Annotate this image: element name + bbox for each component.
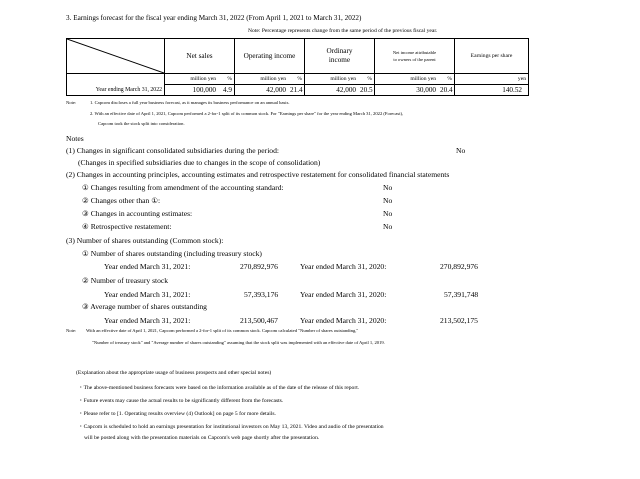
explanation-bullet-2: ・Future events may cause the actual results to be significantly different from the forecasts. <box>78 398 284 404</box>
value-net-income <box>375 85 455 96</box>
header-net-income <box>375 39 455 74</box>
table-note-1: 1. Capcom discloses a full year business forecast, as it manages its business performance on an annual basis. <box>90 100 290 105</box>
shares-outstanding-2020-label: Year ended March 31, 2020: <box>300 262 387 271</box>
table-header-row <box>67 39 529 74</box>
header-net-income-line2: to owners of the parent <box>393 57 436 62</box>
unit-pct: % <box>447 76 452 82</box>
average-shares-title: ③ Average number of shares outstanding <box>82 302 207 311</box>
value-ordinary-income <box>305 85 375 96</box>
treasury-stock-title: ② Number of treasury stock <box>82 276 169 285</box>
header-ordinary-income: Ordinary income <box>305 39 375 74</box>
accounting-change-4-value: No <box>383 222 393 231</box>
unit-label: million yen <box>260 76 286 82</box>
header-net-income-line1: Net income attributable <box>392 50 437 55</box>
value-pct: 20.4 <box>440 86 453 94</box>
units-net-income <box>375 74 455 85</box>
value-pct: 20.5 <box>360 86 373 94</box>
value: 42,000 <box>336 86 356 94</box>
value-pct: 21.4 <box>290 86 303 94</box>
shares-outstanding-title: ① Number of shares outstanding (including treasury stock) <box>82 249 262 258</box>
units-ordinary-income <box>305 74 375 85</box>
table-note-2: 2. With an effective date of April 1, 2021, Capcom performed a 2-for-1 split of its common stock. For "Earnings per share" for the year ending March 31, 2022 (Forecast), <box>90 111 404 116</box>
value: 30,000 <box>416 86 436 94</box>
notes-item-3: (3) Number of shares outstanding (Common stock): <box>66 236 224 245</box>
explanation-bullet-3: ・Please refer to [1. Operating results overview (4) Outlook] on page 5 for more details. <box>78 411 276 417</box>
treasury-stock-2020-label: Year ended March 31, 2020: <box>300 290 387 299</box>
average-shares-2020-label: Year ended March 31, 2020: <box>300 316 387 325</box>
units-empty-cell <box>67 74 165 85</box>
diagonal-header-cell <box>67 39 165 74</box>
shares-note-line2: "Number of treasury stock" and "Average number of shares outstanding" assuming that the stock split was implemented with an effective date of April 1, 2019. <box>92 340 385 345</box>
explanation-bullet-1: ・The above-mentioned business forecasts were based on the information available as of the date of the release of this report. <box>78 385 360 391</box>
average-shares-2021-label: Year ended March 31, 2021: <box>104 316 191 325</box>
header-operating-income: Operating income <box>235 39 305 74</box>
header-eps: Earnings per share <box>455 39 529 74</box>
unit-label: million yen <box>410 76 436 82</box>
accounting-change-1: ① Changes resulting from amendment of the accounting standard: <box>82 183 284 192</box>
explanation-bullet-4: ・Capcom is scheduled to hold an earnings presentation for institutional investors on May 13, 2021. Video and audio of the presentation <box>78 424 384 430</box>
explanation-bullet-4-cont: will be posted along with the presentation materials on Capcom's web page shortly after the presentation. <box>84 435 320 441</box>
table-note-label: Note: <box>66 100 77 105</box>
row-label: Year ending March 31, 2022 <box>67 85 165 96</box>
unit-pct: % <box>297 76 302 82</box>
value-pct: 4.9 <box>223 86 232 94</box>
shares-note-line1: With an effective date of April 1, 2021, Capcom performed a 2-for-1 split of its common stock. Capcom calculated "Number of shares outstanding," <box>86 328 359 333</box>
notes-item-1-value: No <box>456 146 466 155</box>
value-eps: 140.52 <box>455 85 529 96</box>
table-note-2-cont: Capcom took the stock split into consideration. <box>98 121 185 126</box>
units-operating-income <box>235 74 305 85</box>
treasury-stock-2021-label: Year ended March 31, 2021: <box>104 290 191 299</box>
average-shares-2020-value: 213,502,175 <box>440 316 478 325</box>
value-net-sales <box>165 85 235 96</box>
header-net-sales: Net sales <box>165 39 235 74</box>
section-title: 3. Earnings forecast for the fiscal year ending March 31, 2022 (From April 1, 2021 to March 31, 2022) <box>66 14 362 22</box>
units-net-sales <box>165 74 235 85</box>
shares-outstanding-2021-value: 270,892,976 <box>240 262 278 271</box>
percentage-note: Note: Percentage represents change from the same period of the previous fiscal year. <box>248 28 438 34</box>
treasury-stock-2020-value: 57,391,748 <box>444 290 479 299</box>
notes-item-1-sub: (Changes in specified subsidiaries due to changes in the scope of consolidation) <box>78 158 321 167</box>
table-row <box>67 85 529 96</box>
average-shares-2021-value: 213,500,467 <box>240 316 278 325</box>
explanation-heading: (Explanation about the appropriate usage of business prospects and other special notes) <box>76 370 272 376</box>
shares-outstanding-2020-value: 270,892,976 <box>440 262 478 271</box>
accounting-change-2-value: No <box>383 196 393 205</box>
accounting-change-3: ③ Changes in accounting estimates: <box>82 209 193 218</box>
accounting-change-1-value: No <box>383 183 393 192</box>
shares-outstanding-2021-label: Year ended March 31, 2021: <box>104 262 191 271</box>
value: 100,000 <box>192 86 216 94</box>
unit-label: million yen <box>330 76 356 82</box>
earnings-forecast-table <box>66 38 529 96</box>
notes-heading: Notes <box>66 134 84 143</box>
unit-label: million yen <box>190 76 216 82</box>
value: 42,000 <box>266 86 286 94</box>
units-row <box>67 74 529 85</box>
notes-item-1: (1) Changes in significant consolidated subsidiaries during the period: <box>66 146 280 155</box>
units-eps: yen <box>455 74 529 85</box>
value-operating-income <box>235 85 305 96</box>
accounting-change-4: ④ Retrospective restatement: <box>82 222 172 231</box>
notes-item-2: (2) Changes in accounting principles, accounting estimates and retrospective restatement for consolidated financial statements <box>66 170 450 179</box>
accounting-change-2: ② Changes other than ①: <box>82 196 161 205</box>
shares-note-label: Note: <box>66 328 77 333</box>
treasury-stock-2021-value: 57,393,176 <box>244 290 279 299</box>
unit-pct: % <box>367 76 372 82</box>
unit-pct: % <box>227 76 232 82</box>
accounting-change-3-value: No <box>383 209 393 218</box>
